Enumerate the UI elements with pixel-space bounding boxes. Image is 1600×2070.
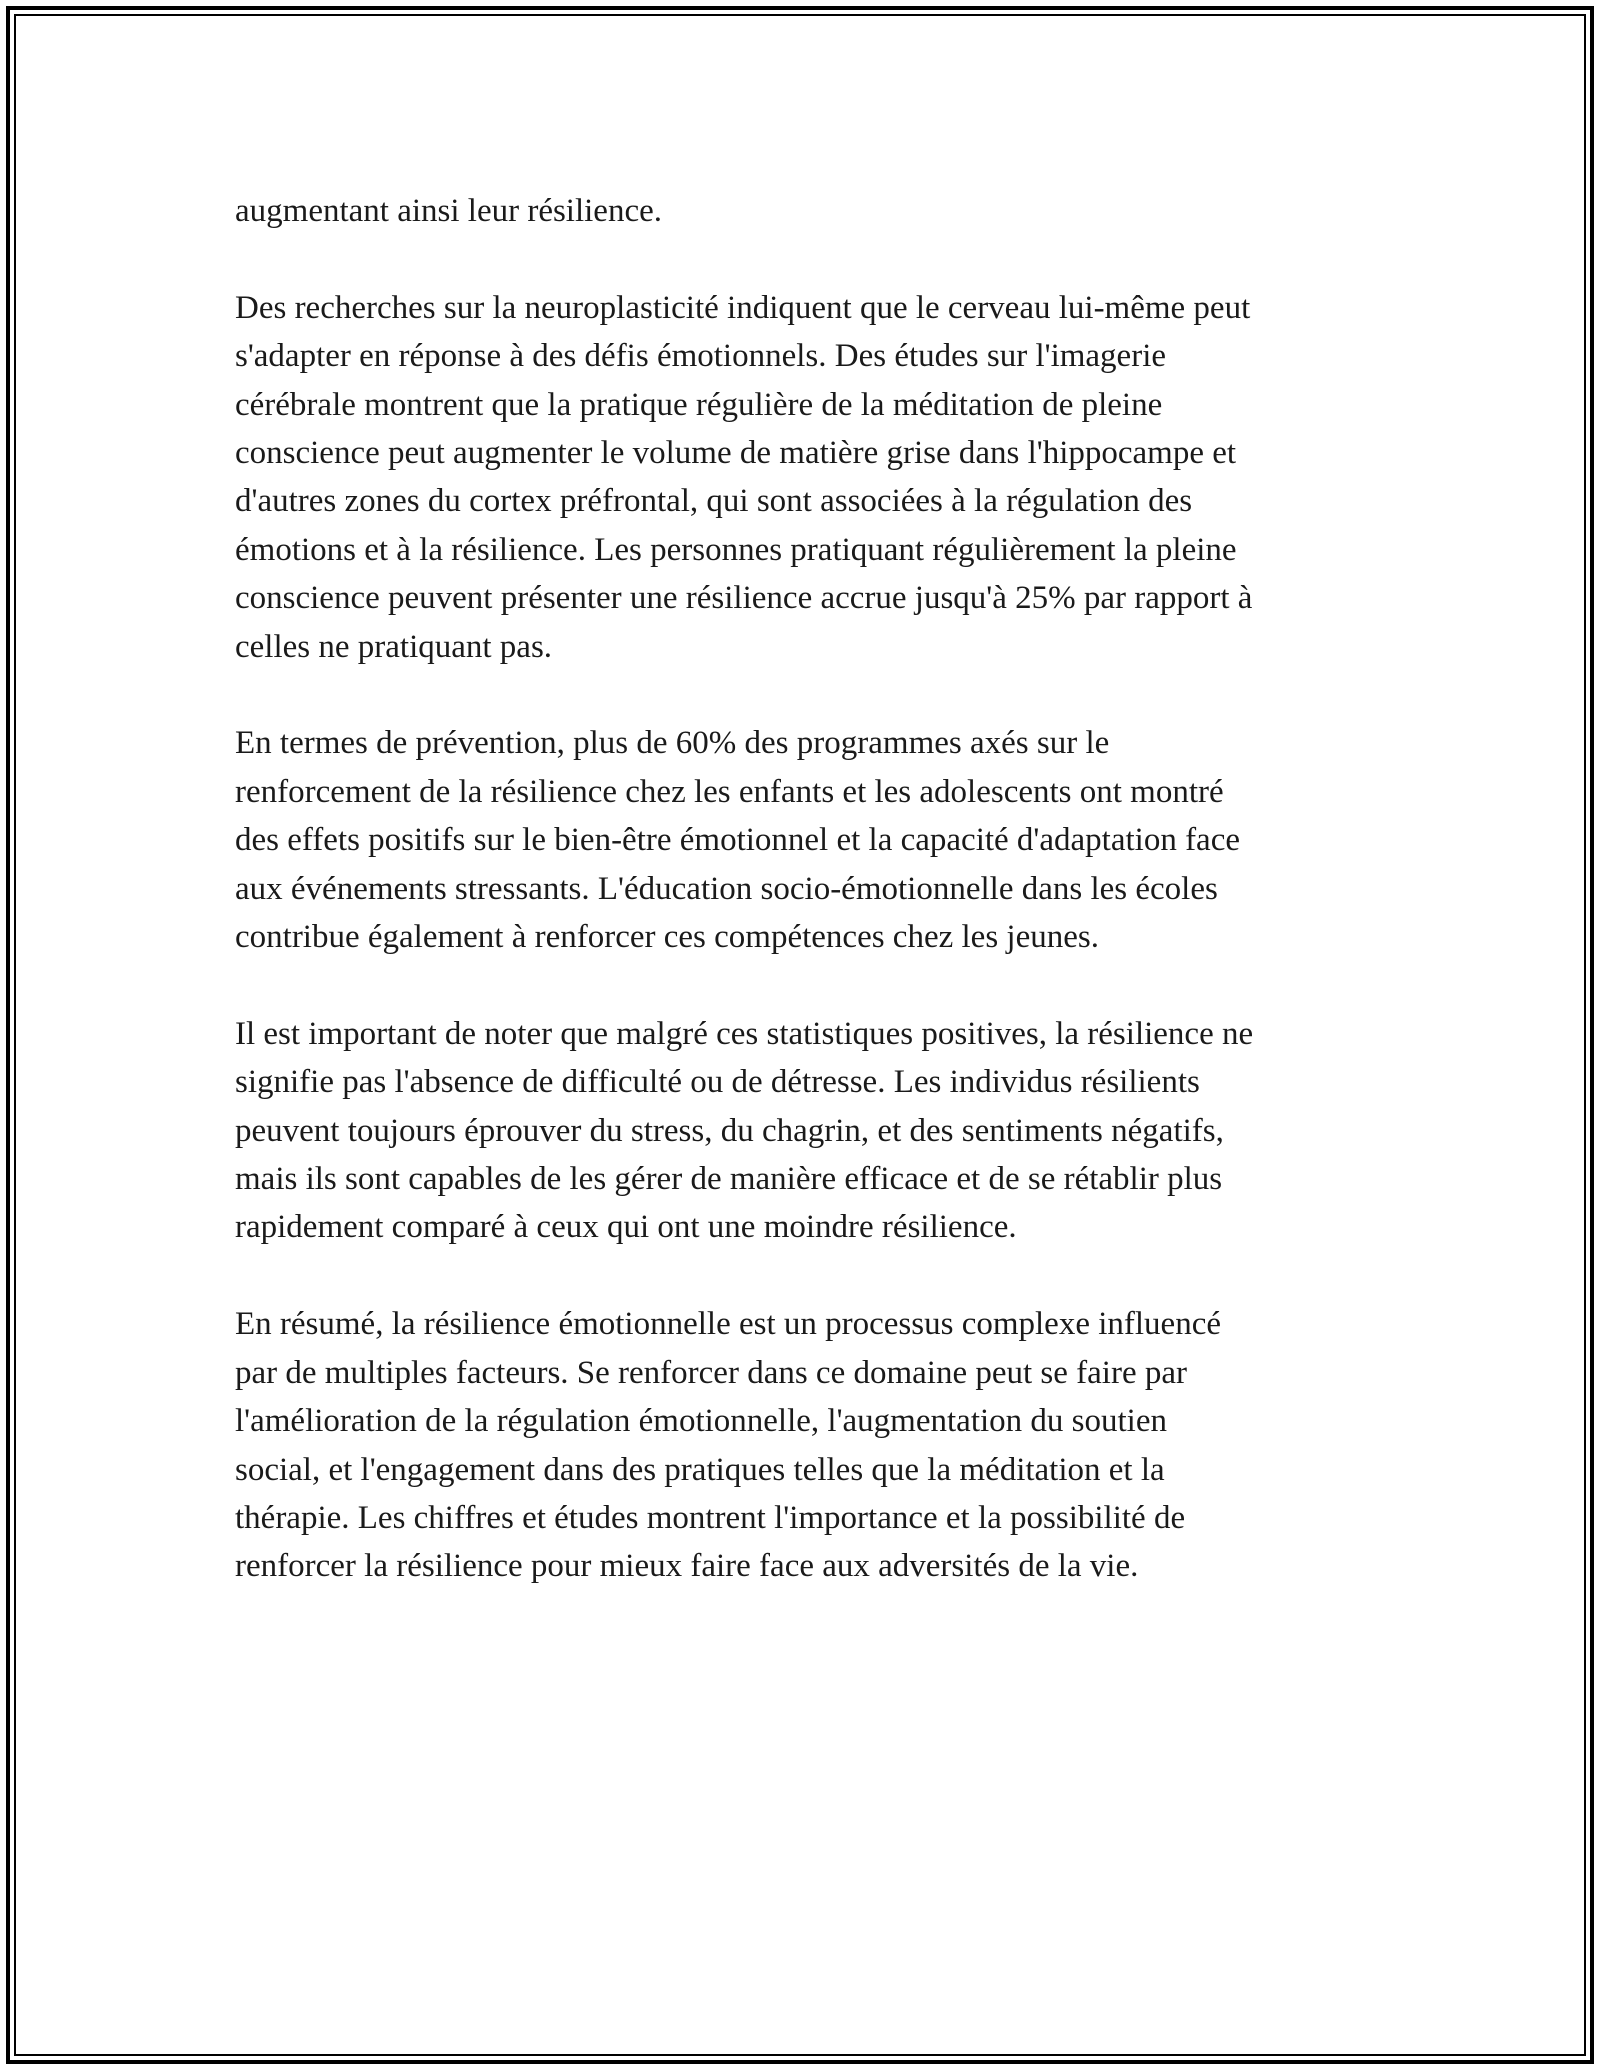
text-line: mais ils sont capables de les gérer de manière efficace et de se rétablir plus xyxy=(235,1161,1223,1198)
text-line: rapidement comparé à ceux qui ont une moindre résilience. xyxy=(235,1209,1017,1246)
text-line: Il est important de noter que malgré ces statistiques positives, la résilience ne xyxy=(235,1015,1254,1052)
text-line: augmentant ainsi leur résilience. xyxy=(235,193,663,229)
text-line: d'autres zones du cortex préfrontal, qui sont associées à la régulation des xyxy=(235,483,1193,520)
text-line: celles ne pratiquant pas. xyxy=(235,628,553,665)
text-line: conscience peut augmenter le volume de matière grise dans l'hippocampe et xyxy=(235,435,1237,472)
text-line: signifie pas l'absence de difficulté ou de détresse. Les individus résilients xyxy=(235,1064,1200,1101)
paragraph-5 xyxy=(235,1300,1370,1590)
text-line: thérapie. Les chiffres et études montrent l'importance et la possibilité de xyxy=(235,1499,1186,1536)
text-line: s'adapter en réponse à des défis émotionnels. Des études sur l'imagerie xyxy=(235,338,1167,375)
text-line: Des recherches sur la neuroplasticité indiquent que le cerveau lui-même peut xyxy=(235,289,1251,326)
text-line: conscience peuvent présenter une résilience accrue jusqu'à 25% par rapport à xyxy=(235,580,1253,617)
text-line: renforcement de la résilience chez les enfants et les adolescents ont montré xyxy=(235,773,1224,810)
text-line: l'amélioration de la régulation émotionnelle, l'augmentation du soutien xyxy=(235,1403,1167,1440)
text-line: cérébrale montrent que la pratique régulière de la méditation de pleine xyxy=(235,386,1163,423)
text-line: émotions et à la résilience. Les personnes pratiquant régulièrement la pleine xyxy=(235,531,1237,568)
text-line: contribue également à renforcer ces compétences chez les jeunes. xyxy=(235,919,1099,956)
text-line: peuvent toujours éprouver du stress, du chagrin, et des sentiments négatifs, xyxy=(235,1112,1224,1149)
text-line: des effets positifs sur le bien-être émotionnel et la capacité d'adaptation face xyxy=(235,822,1241,859)
paragraph-1 xyxy=(235,187,1370,235)
document-body xyxy=(235,187,1370,1639)
text-line: En résumé, la résilience émotionnelle est un processus complexe influencé xyxy=(235,1306,1221,1343)
text-line: renforcer la résilience pour mieux faire face aux adversités de la vie. xyxy=(235,1548,1139,1585)
text-line: aux événements stressants. L'éducation socio-émotionnelle dans les écoles xyxy=(235,870,1218,907)
text-line: par de multiples facteurs. Se renforcer dans ce domaine peut se faire par xyxy=(235,1354,1187,1391)
paragraph-2 xyxy=(235,284,1370,671)
text-line: social, et l'engagement dans des pratiques telles que la méditation et la xyxy=(235,1451,1165,1488)
text-line: En termes de prévention, plus de 60% des programmes axés sur le xyxy=(235,725,1110,762)
paragraph-3 xyxy=(235,719,1370,961)
paragraph-4 xyxy=(235,1010,1370,1252)
